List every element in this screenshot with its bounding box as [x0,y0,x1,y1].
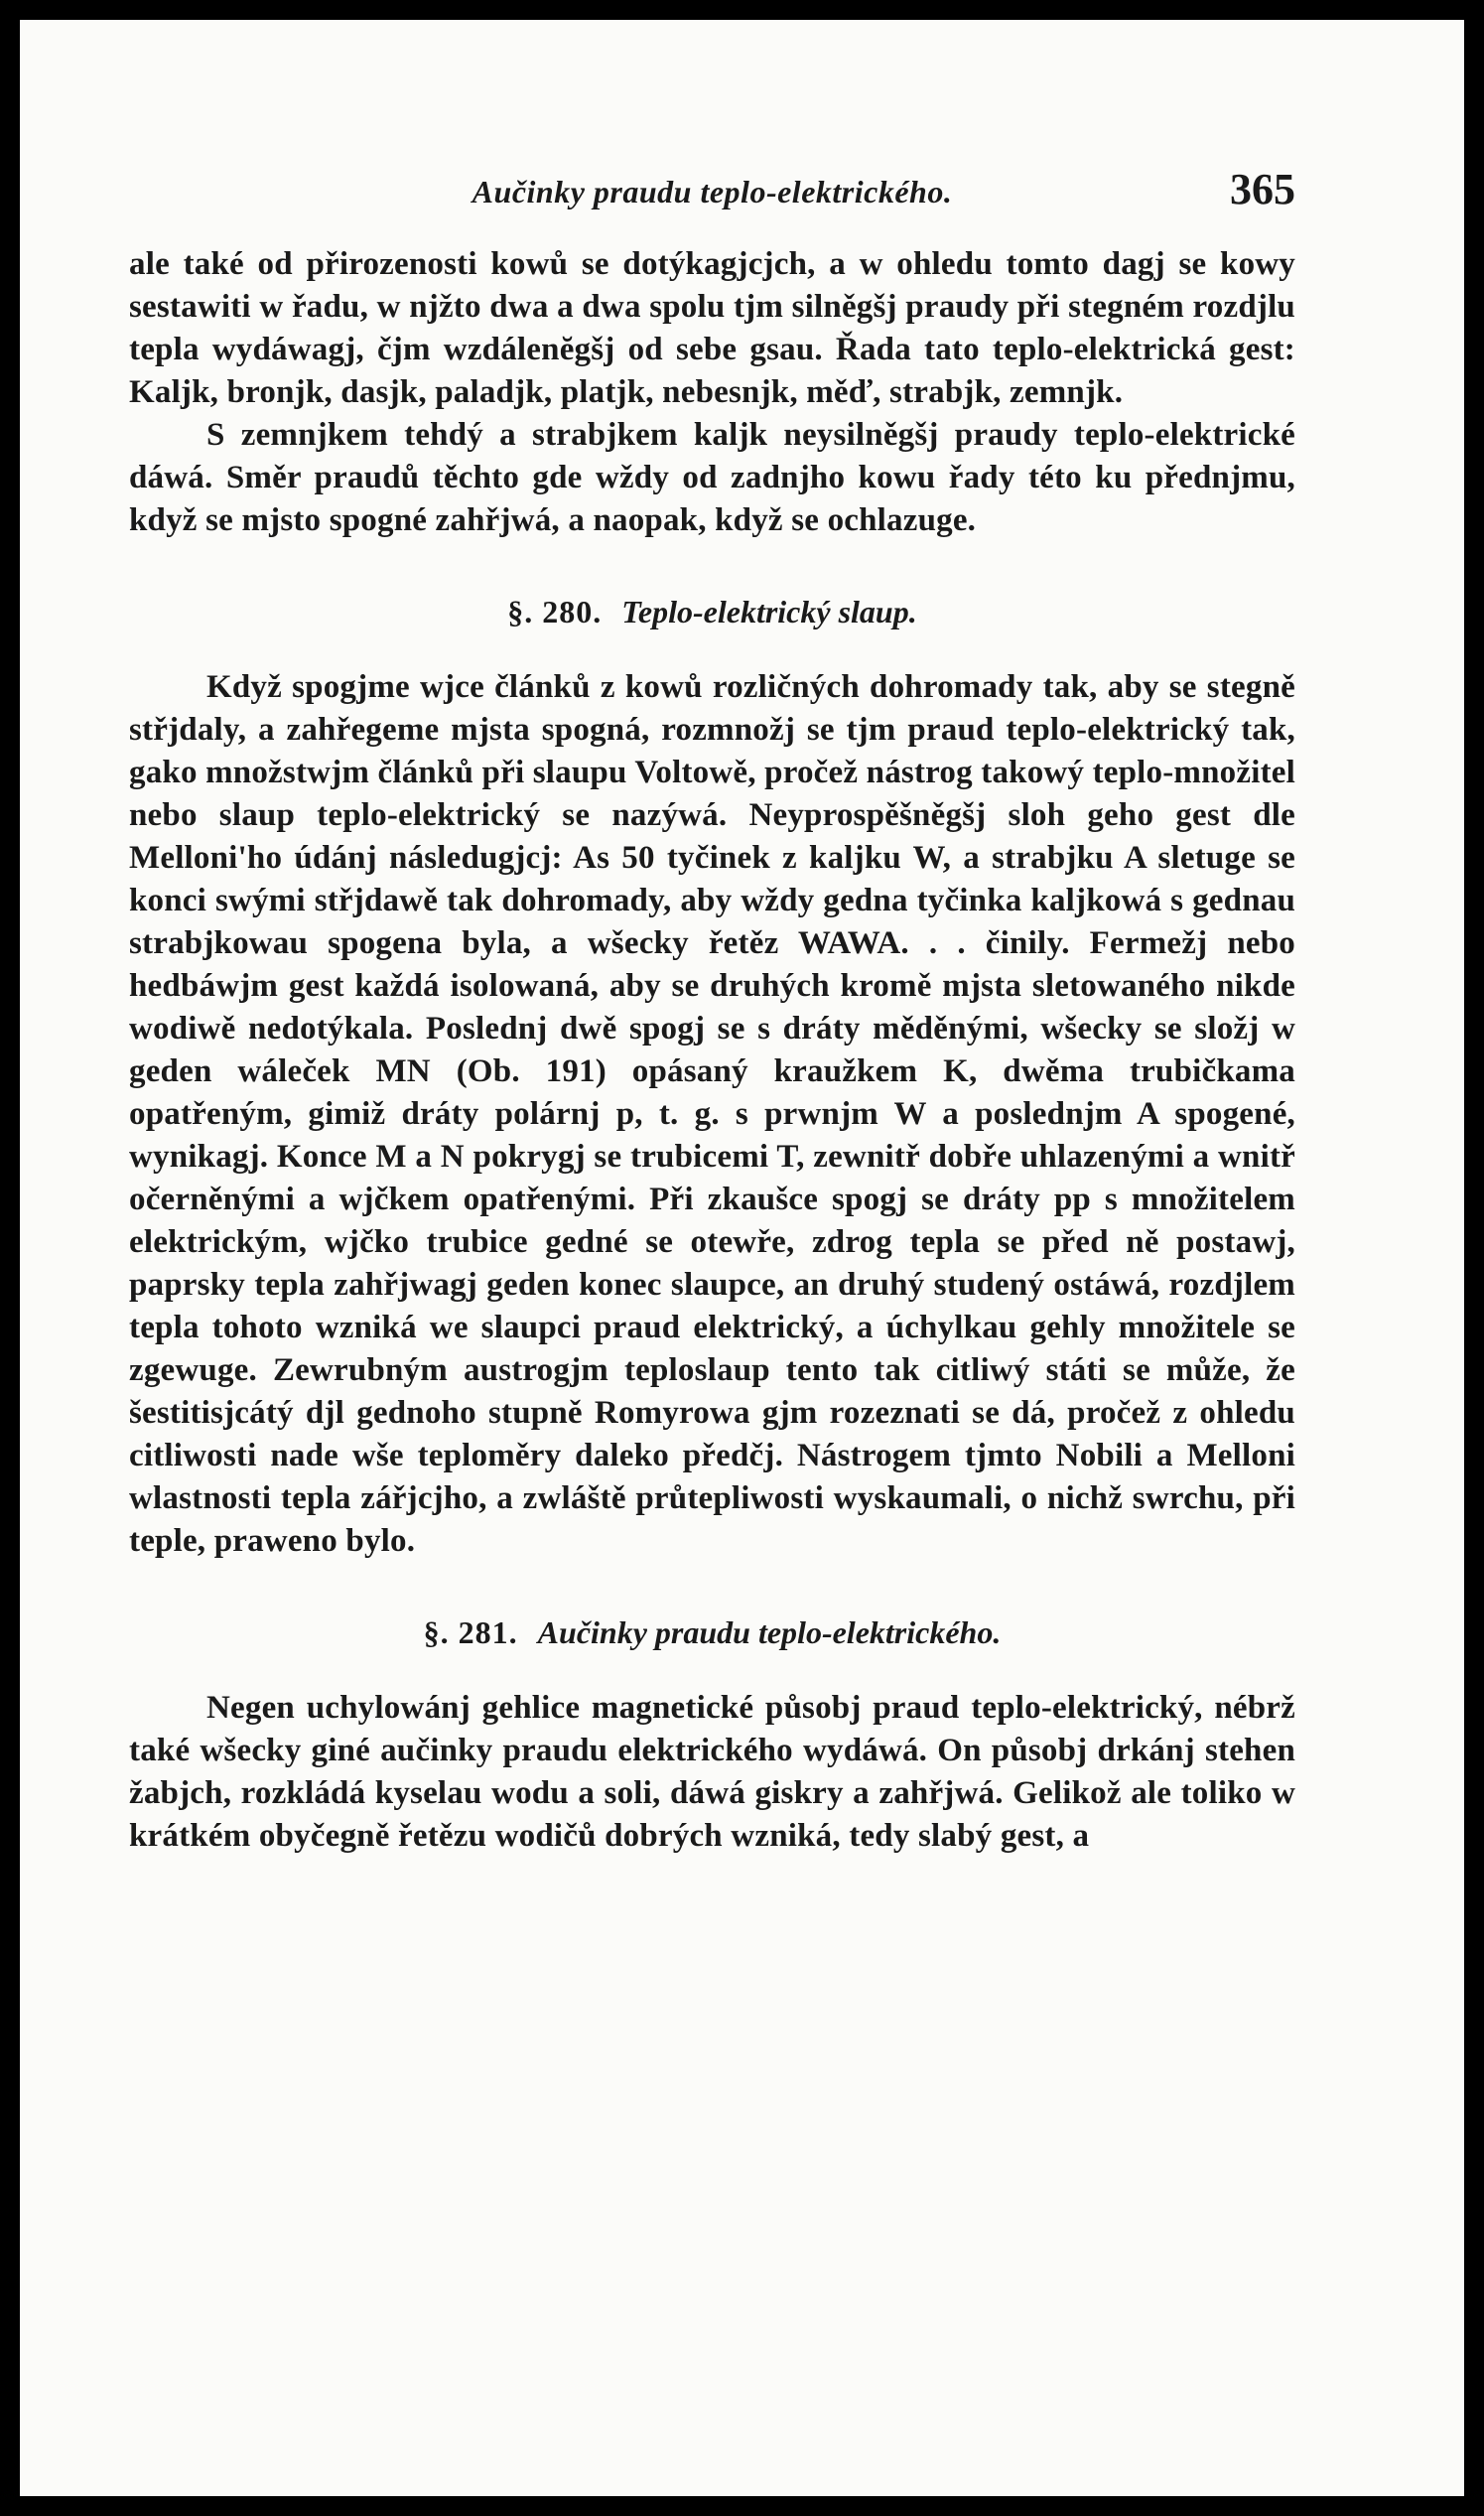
paragraph-1: ale také od přirozenosti kowů se dotýkagjcjch, a w ohledu tomto dagj se kowy sestawiti w řadu, w njžto dwa a dwa spolu tjm silněgšj praudy při stegném rozdjlu tepla wydáwagj, čjm wzdálenĕgšj od sebe gsau. Řada tato teplo-elektrická gest: Kaljk, bronjk, dasjk, paladjk, platjk, nebesnjk, měď, strabjk, zemnjk. [129,246,1295,410]
section-heading-281 [129,1614,1295,1651]
paragraph-4: Negen uchylowánj gehlice magnetické působj praud teplo-elektrický, nébrž také wšecky giné aučinky praudu elektrického wydáwá. On působj drkánj stehen žabjch, rozkládá kyselau wodu a soli, dáwá giskry a zahřjwá. Gelikož ale toliko w krátkém obyčegně řetězu wodičů dobrých wzniká, tedy slabý gest, a [129,1690,1295,1854]
section-number-280: §. 280. [507,594,603,629]
running-head-title: Aučinky praudu teplo-elektrického. [472,174,953,210]
paragraph-2: S zemnjkem tehdý a strabjkem kaljk neysilněgšj praudy teplo-elektrické dáwá. Směr praudů těchto gde wždy od zadnjho kowu řady této ku přednjmu, když se mjsto spogné zahřjwá, a naopak, když se ochlazuge. [129,417,1295,538]
page-number: 365 [1230,165,1295,213]
section-heading-280 [129,594,1295,630]
page-content [129,164,1295,1858]
section-title-281: Aučinky praudu teplo-elektrického. [537,1614,1002,1650]
section-title-280: Teplo-elektrický slaup. [621,594,917,629]
section-number-281: §. 281. [423,1614,518,1650]
paragraph-3: Když spogjme wjce článků z kowů rozličných dohromady tak, aby se stegně střjdaly, a zahřegeme mjsta spogná, rozmnožj se tjm praud teplo-elektrický tak, gako množstwjm článků při slaupu Voltowě, pročež nástrog takowý teplo-množitel nebo slaup teplo-elektrický se nazýwá. Neyprospěšněgšj sloh geho gest dle Melloni'ho údánj následugjcj: As 50 tyčinek z kaljku W, a strabjku A sletuge se konci swými střjdawě tak dohromady, aby wždy gedna tyčinka kaljkowá s gednau strabjkowau spogena byla, a wšecky řetěz WAWA. . . činily. Fermežj nebo hedbáwjm gest každá isolowaná, aby se druhých kromě mjsta sletowaného nikde wodiwě nedotýkala. Poslednj dwě spogj se s dráty měděnými, wšecky se složj w geden wáleček MN (Ob. 191) opásaný kraužkem K, dwěma trubičkama opatřeným, gimiž dráty polárnj p, t. g. s prwnjm W a poslednjm A spogené, wynikagj. Konce M a N pokrygj se trubicemi T, zewnitř dobře uhlazenými a wnitř očerněnými a wjčkem opatřenými. Při zkaušce spogj se dráty pp s množitelem elektrickým, wjčko trubice gedné se otewře, zdrog tepla se před ně postawj, paprsky tepla zahřjwagj geden konec slaupce, an druhý studený ostáwá, rozdjlem tepla tohoto wzniká we slaupci praud elektrický, a úchylkau gehly množitele se zgewuge. Zewrubným austrogjm teploslaup tento tak citliwý státi se může, že šestitisjcátý djl gednoho stupně Romyrowa gjm rozeznati se dá, pročež z ohledu citliwosti nade wše teploměry daleko předčj. Nástrogem tjmto Nobili a Melloni wlastnosti tepla zářjcjho, a zwláště průtepliwosti wyskaumali, o nichž swrchu, při teple, praweno bylo. [129,669,1295,1559]
running-head [129,164,1295,243]
book-page [20,20,1464,2496]
